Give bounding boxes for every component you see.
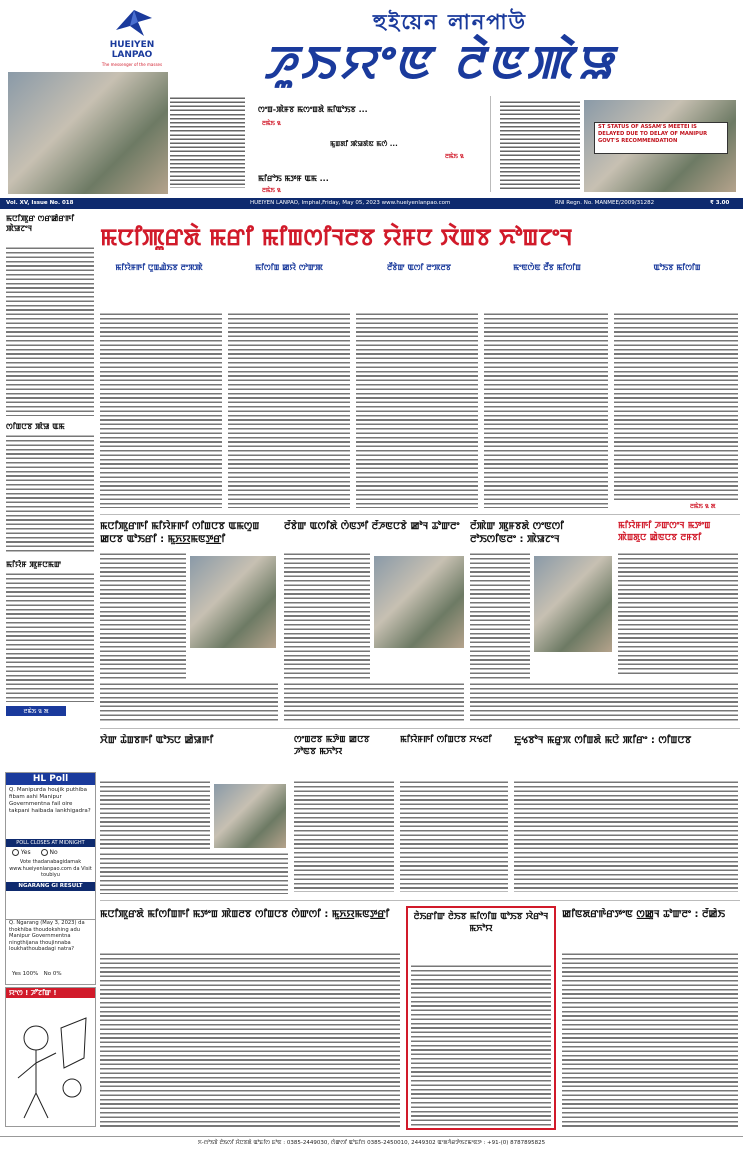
poll-no-option[interactable]: No	[41, 849, 58, 856]
poll-yes-radio-icon	[12, 849, 19, 856]
story3-body-b	[284, 682, 464, 722]
poll-result	[5, 918, 96, 985]
story5-headline: ꯃꯤꯌꯥꯝꯒꯤ ꯍꯛꯁꯦꯜ ꯃꯇꯦꯡ ꯄꯥꯡꯗꯨꯅ ꯀꯥꯟꯅꯕ ꯂꯝꯕꯤ	[618, 521, 711, 543]
info-bar	[0, 198, 743, 209]
logo-tag: The messenger of the masses	[101, 62, 163, 67]
logo-bird-icon	[114, 8, 154, 38]
poll-title: HL Poll	[6, 773, 95, 785]
teaser-1: ꯁꯦꯡ-ꯄꯥꯝꯕ ꯃꯁꯦꯡꯗꯥ ꯃꯤꯑꯣꯏꯕ ...	[258, 105, 368, 114]
lead-subhead-4: ꯃꯦꯟꯁꯥꯟ ꯂꯩꯕ ꯃꯤꯁꯤꯡ	[513, 263, 581, 272]
lead-body-1	[100, 312, 222, 508]
story3-headline: ꯂꯩꯕꯥꯛ ꯑꯁꯤꯗꯥ ꯁꯥꯟꯇꯤ ꯂꯩꯍꯟꯅꯕꯥ ꯀꯣꯜ ꯊꯣꯛꯂꯦ	[284, 521, 460, 532]
poll-no-radio-icon	[41, 849, 48, 856]
story9-body	[514, 780, 738, 892]
row2-divider	[100, 728, 740, 729]
bottom2-box	[406, 906, 556, 1130]
lead-divider	[100, 514, 740, 515]
teaser-1-page: ꯂꯃꯥꯏ ꯲	[262, 120, 281, 127]
story4-photo	[534, 556, 612, 652]
footer: ꯈ-ꯁꯣꯏꯕꯥ ꯂꯥꯏꯁꯤ ꯆꯥꯅꯕꯗꯥ ꯑꯣꯐꯤꯁ ꯐꯣꯟ : 0385-2449030, ꯁꯥꯛꯁꯤ ꯑꯣꯐꯤꯁ 0385-2450010, 2449302 ꯑꯦꯗꯚꯥꯔꯇꯥꯏꯖꯃꯦꯟꯇ : +91-(0) 8787895825	[0, 1136, 743, 1149]
result-yes-label: Yes	[12, 971, 21, 977]
rni-number: RNI Regn. No. MANMEE/2009/31282	[555, 200, 655, 206]
teaser-2-page: ꯂꯃꯥꯏ ꯲	[445, 153, 464, 160]
poll-question: Q. Manipurda houjik puthiba fibam ashi Manipur Governmentna fail oire takpani haibada lankhigadra?	[9, 787, 91, 814]
lead-headline: ꯃꯅꯤꯄꯨꯔꯗꯥ ꯃꯔꯤ ꯃꯤꯡꯁꯤꯜꯂꯕ ꯌꯥꯝꯅ ꯋꯥꯡꯕ ꯈꯣꯡꯖꯦꯜ	[100, 225, 573, 251]
teaser-divider	[490, 96, 491, 192]
masthead-photo-left	[8, 72, 168, 194]
teaser-3-page: ꯂꯃꯥꯏ ꯲	[262, 187, 281, 194]
poll-yes-option[interactable]: Yes	[12, 849, 31, 856]
cartoon-caption: ꯌꯦꯁ ! ꯍꯧꯖꯤꯛ !	[6, 988, 95, 998]
lead-body-3	[356, 312, 478, 508]
result-no-pct: 0%	[52, 971, 62, 977]
story6-body-b	[100, 852, 288, 894]
bottom2-body	[411, 964, 551, 1126]
logo-name: HUEIYEN LANPAO	[109, 40, 155, 60]
hl-poll	[5, 772, 96, 920]
dateline: HUEIYEN LANPAO, Imphal,Friday, May 05, 2023 www.hueiyenlanpao.com	[250, 200, 451, 206]
story2-headline: ꯃꯅꯤꯄꯨꯔꯒꯤ ꯃꯤꯌꯥꯝꯒꯤ ꯁꯤꯡꯅꯕ ꯑꯃꯁꯨꯡ ꯀꯅꯕ ꯑꯣꯏꯔꯤ : ꯃꯨꯈ꯭ꯌꯃꯟꯇ꯭ꯔꯤ	[100, 521, 260, 545]
story3-body	[284, 552, 370, 680]
poll-result-title: NGARANG GI RESULT	[6, 882, 95, 891]
story9-headline: ꯐꯨꯠꯕꯣꯜ ꯃꯔꯨꯞ ꯁꯤꯡꯗꯥ ꯃꯅꯥ ꯄꯤꯔꯦ : ꯁꯤꯡꯅꯕ	[514, 735, 692, 746]
cartoon-drawing-icon	[6, 998, 93, 1124]
masthead-title-top: হুইয়েন লানপাউ	[373, 10, 527, 34]
story2-photo	[190, 556, 276, 648]
lead-body-4	[484, 312, 608, 508]
masthead-title-main: ꯍꯨꯏꯌꯦꯟ ꯂꯥꯟꯄꯥꯎ	[263, 35, 617, 89]
result-no-label: No	[43, 971, 52, 977]
story6-headline: ꯆꯥꯛ ꯊꯥꯡꯕꯒꯤ ꯑꯣꯏꯅ ꯀꯥꯎꯒꯤ	[100, 735, 214, 746]
lead-subhead-3: ꯂꯩꯕꯥꯛ ꯑꯁꯤ ꯂꯦꯞꯂꯕ	[386, 263, 452, 272]
story2-body-b	[100, 682, 278, 722]
story6-photo	[214, 784, 286, 848]
poll-vote-text: Vote thadanabagidamak www.hueiyenlanpao.com da Visit toubiyu	[9, 859, 92, 878]
result-yes-pct: 100%	[22, 971, 39, 977]
masthead-right-text	[500, 100, 580, 190]
protest-banner: ST STATUS OF ASSAM'S MEETEI IS DELAYED DUE TO DELAY OF MANIPUR GOVT'S RECOMMENDATION	[594, 122, 728, 154]
story7-body	[294, 780, 394, 892]
cartoon	[5, 987, 96, 1127]
price: ₹ 3.00	[710, 200, 730, 206]
teaser-2: ꯃꯨꯡꯗꯤ ꯄꯥꯎꯗꯥꯟ ꯃꯁꯥ ...	[330, 140, 398, 148]
story6-body	[100, 780, 210, 850]
bottom3-headline: ꯀꯤꯟꯗꯔꯒꯥꯔꯇꯦꯟ ꯁ꯭ꯀꯨꯜ ꯊꯣꯛꯂꯦ : ꯂꯩꯀꯥꯏ	[562, 909, 726, 920]
story5-body	[618, 552, 738, 676]
poll-closes: POLL CLOSES AT MIDNIGHT	[6, 839, 95, 847]
left-headline-1: ꯃꯅꯤꯄꯨꯔ ꯁꯔꯀꯥꯔꯒꯤ ꯄꯥꯎꯖꯦꯜ	[6, 214, 75, 233]
left-headline-2: ꯁꯤꯡꯅꯕ ꯄꯥꯎ ꯑꯃ	[6, 422, 65, 431]
left-headline-3: ꯃꯤꯌꯥꯝ ꯄꯨꯝꯅꯃꯛ	[6, 560, 62, 569]
lead-body-2	[228, 312, 350, 508]
lead-subhead-5: ꯑꯣꯏꯕ ꯃꯤꯁꯤꯡ	[653, 263, 701, 272]
lead-subhead-2: ꯃꯤꯁꯤꯡ ꯀꯌꯥ ꯁꯣꯛꯄ	[255, 263, 323, 272]
story4-body	[470, 552, 530, 680]
lead-body-5	[614, 312, 738, 502]
masthead-photo-right	[584, 100, 736, 192]
story4-body-b	[470, 682, 738, 722]
masthead-teaser-text	[170, 96, 245, 188]
story8-body	[400, 780, 508, 892]
left-more-link[interactable]: ꯂꯃꯥꯏ ꯲ ꯗ	[6, 706, 66, 716]
masthead	[0, 0, 743, 196]
story8-headline: ꯃꯤꯌꯥꯝꯒꯤ ꯁꯤꯡꯅꯕ ꯆꯠꯂꯤ	[400, 735, 492, 745]
lead-more-link[interactable]: ꯂꯃꯥꯏ ꯲ ꯗ	[690, 503, 716, 510]
logo	[92, 8, 172, 70]
lead-subhead-1: ꯃꯤꯌꯥꯝꯒꯤ ꯅꯨꯡꯉꯥꯏꯕ ꯂꯦꯞꯄꯥ	[115, 263, 203, 272]
volume: Vol. XV, Issue No. 018	[6, 200, 74, 206]
story4-headline: ꯂꯩꯄꯥꯛ ꯄꯨꯝꯕꯗꯥ ꯁꯦꯟꯁꯤ ꯂꯣꯏꯁꯤꯟꯂꯦ : ꯄꯥꯎꯖꯦꯜ	[470, 521, 564, 545]
bottom1-headline: ꯃꯅꯤꯄꯨꯔꯗꯥ ꯃꯤꯁꯤꯡꯒꯤ ꯃꯇꯦꯡ ꯄꯥꯡꯂꯕ ꯁꯤꯡꯅꯕ ꯁꯥꯛꯁꯤ : ꯃꯨꯈ꯭ꯌꯃꯟꯇ꯭ꯔꯤ	[100, 909, 390, 920]
story2-body	[100, 552, 186, 680]
poll-result-question: Q. Ngarang (May 3, 2023) da thokhiba thoudokshing adu Manipur Governmentna ningthijana thoujinnaba loukhathoubadagi natra?	[9, 920, 85, 952]
bottom1-body	[100, 952, 400, 1128]
story7-headline: ꯁꯦꯡꯂꯕ ꯃꯇꯥꯡ ꯀꯅꯕ ꯍꯣꯟꯕ ꯃꯈꯣꯌ	[294, 735, 370, 757]
row3-divider	[100, 900, 740, 901]
story3-photo	[374, 556, 464, 648]
bottom3-body	[562, 952, 738, 1128]
bottom2-headline: ꯂꯥꯏꯔꯤꯛ ꯂꯥꯏꯕ ꯃꯤꯁꯤꯡ ꯑꯣꯏꯕ ꯋꯥꯔꯣꯜ ꯃꯈꯣꯌ	[413, 912, 549, 934]
teaser-3: ꯃꯤꯔꯣꯏ ꯃꯇꯝ ꯑꯃ ...	[258, 174, 329, 183]
